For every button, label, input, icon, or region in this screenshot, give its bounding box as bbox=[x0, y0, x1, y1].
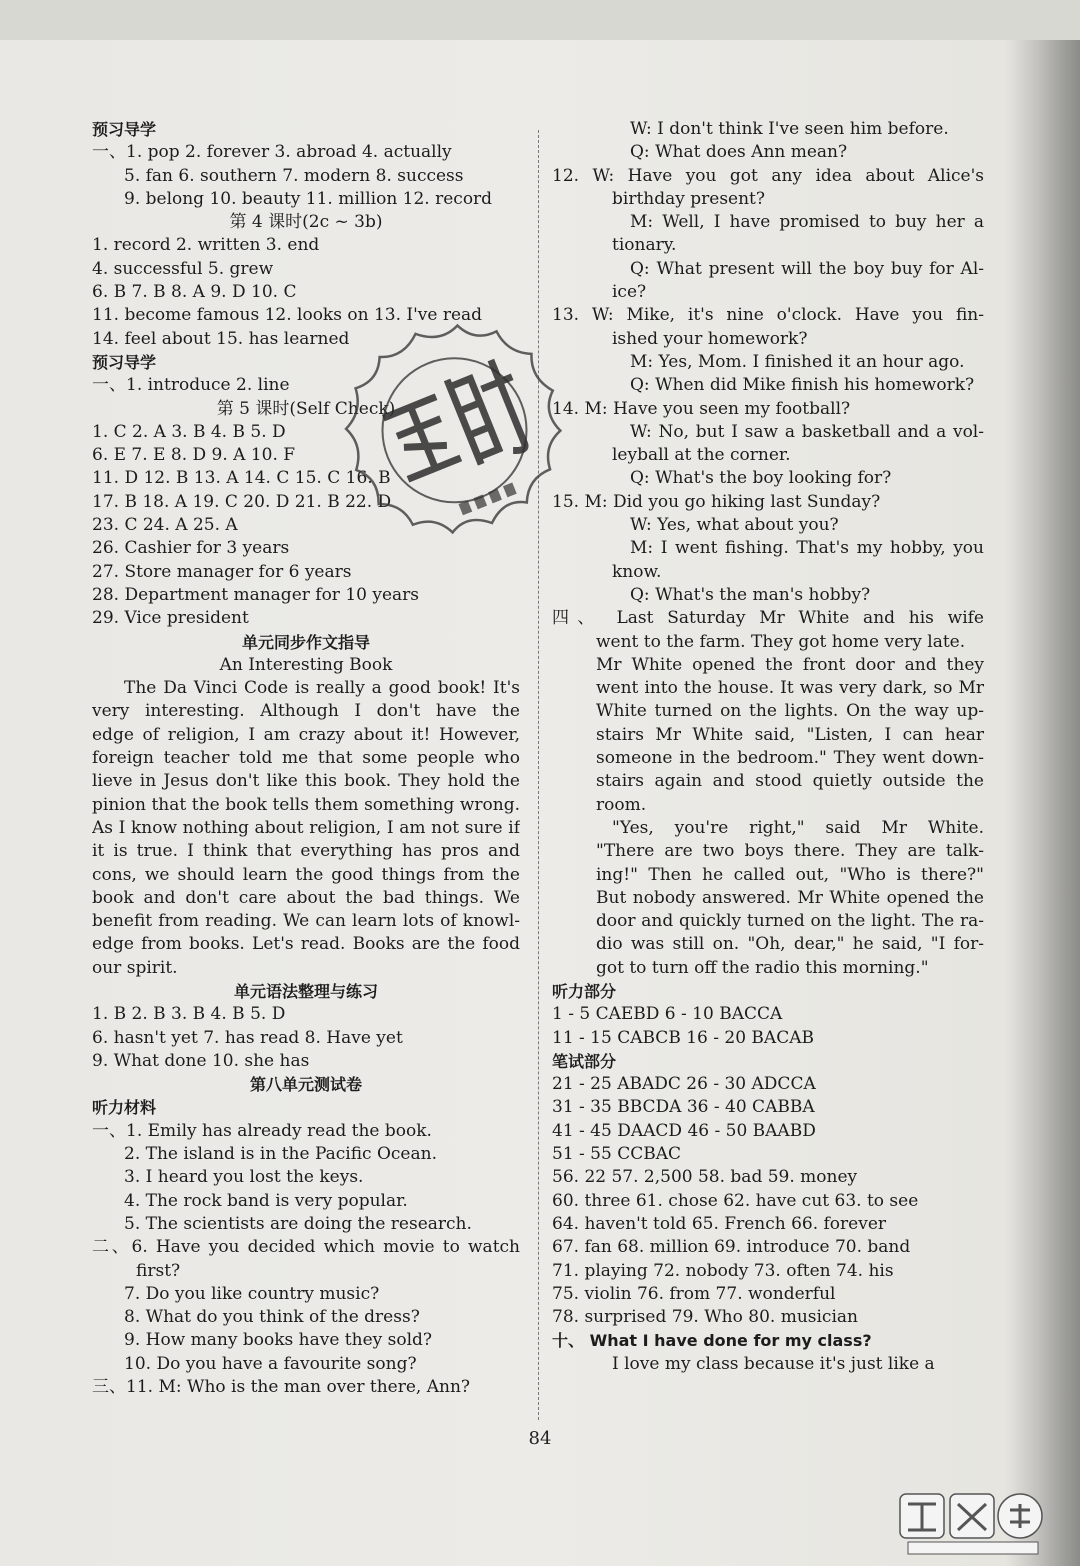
text-line: 6. hasn't yet 7. has read 8. Have yet bbox=[92, 1027, 403, 1048]
text-line: 26. Cashier for 3 years bbox=[92, 538, 290, 559]
text-line: cons, we should learn the good things from the bbox=[92, 864, 520, 885]
text-line: foreign teacher told me that some people who bbox=[92, 748, 520, 769]
text-line: 14. M: Have you seen my football? bbox=[552, 398, 851, 419]
text-line: it is true. I think that everything has pros and bbox=[92, 841, 520, 862]
text-line: 6. B 7. B 8. A 9. D 10. C bbox=[92, 282, 297, 303]
text-line: 12. W: Have you got any idea about Alice's bbox=[552, 165, 984, 186]
text-line: went into the house. It was very dark, so Mr bbox=[596, 678, 984, 699]
text-line: White turned on the lights. On the way up- bbox=[596, 701, 984, 722]
text-line: 27. Store manager for 6 years bbox=[92, 561, 352, 582]
text-line: 5. The scientists are doing the research. bbox=[124, 1213, 472, 1234]
text-line: edge of religion, I am crazy about it! However, bbox=[92, 724, 520, 745]
text-line: 第 4 课时(2c ~ 3b) bbox=[229, 212, 383, 233]
text-line: pinion that the book tells them something wrong. bbox=[92, 794, 520, 815]
text-line: "Yes, you're right," said Mr White. bbox=[612, 817, 984, 838]
text-line: stairs again and stood quietly outside the bbox=[596, 771, 984, 792]
text-line: Q: What's the boy looking for? bbox=[630, 468, 892, 489]
section-heading: 十、 What I have done for my class? bbox=[552, 1331, 872, 1351]
text-line: Mr White opened the front door and they bbox=[596, 654, 984, 675]
text-line: "There are two boys there. They are talk- bbox=[596, 841, 984, 862]
text-line: 1. C 2. A 3. B 4. B 5. D bbox=[92, 421, 286, 442]
text-line: stairs Mr White said, "Listen, I can hear bbox=[596, 724, 984, 745]
section-heading: 单元语法整理与练习 bbox=[233, 981, 378, 1001]
text-line: 29. Vice president bbox=[92, 608, 249, 629]
text-line: 一、1. Emily has already read the book. bbox=[92, 1120, 432, 1141]
text-line: 4. The rock band is very popular. bbox=[124, 1190, 408, 1211]
text-line: 31 - 35 BBCDA 36 - 40 CABBA bbox=[552, 1097, 815, 1118]
text-line: 四、 Last Saturday Mr White and his wife bbox=[552, 608, 984, 629]
text-line: birthday present? bbox=[612, 188, 765, 209]
text-line: But nobody answered. Mr White opened the bbox=[596, 887, 984, 908]
page-number: 84 bbox=[528, 1428, 552, 1449]
section-heading: 预习导学 bbox=[92, 120, 157, 139]
text-line: our spirit. bbox=[92, 957, 178, 978]
text-line: Q: What does Ann mean? bbox=[630, 142, 848, 163]
text-line: W: Yes, what about you? bbox=[630, 515, 839, 536]
text-line: 8. What do you think of the dress? bbox=[124, 1307, 420, 1328]
text-line: 28. Department manager for 10 years bbox=[92, 584, 420, 605]
text-line: M: Yes, Mom. I finished it an hour ago. bbox=[630, 351, 965, 372]
text-line: 56. 22 57. 2,500 58. bad 59. money bbox=[552, 1167, 858, 1188]
text-line: door and quickly turned on the light. The ra- bbox=[596, 911, 984, 932]
section-heading: 听力部分 bbox=[552, 981, 617, 1001]
text-line: went to the farm. They got home very late. bbox=[596, 631, 966, 652]
section-heading: 笔试部分 bbox=[552, 1051, 617, 1071]
text-line: 64. haven't told 65. French 66. forever bbox=[552, 1213, 887, 1234]
text-line: 17. B 18. A 19. C 20. D 21. B 22. D bbox=[92, 491, 392, 512]
text-line: leyball at the corner. bbox=[612, 445, 791, 466]
text-line: Q: What present will the boy buy for Al- bbox=[630, 258, 984, 279]
text-line: 一、1. pop 2. forever 3. abroad 4. actually bbox=[92, 142, 452, 163]
scan-top-margin bbox=[0, 0, 1080, 40]
text-line: 15. M: Did you go hiking last Sunday? bbox=[552, 491, 881, 512]
text-line: 2. The island is in the Pacific Ocean. bbox=[124, 1144, 437, 1165]
left-column bbox=[92, 118, 520, 1399]
text-line: 3. I heard you lost the keys. bbox=[124, 1167, 364, 1188]
text-line: I love my class because it's just like a bbox=[612, 1353, 935, 1374]
text-line: first? bbox=[136, 1260, 181, 1281]
text-line: 71. playing 72. nobody 73. often 74. his bbox=[552, 1260, 894, 1281]
text-line: W: No, but I saw a basketball and a vol- bbox=[630, 421, 984, 442]
text-line: ice? bbox=[612, 282, 647, 303]
text-line: 1. B 2. B 3. B 4. B 5. D bbox=[92, 1004, 286, 1025]
text-line: 9. How many books have they sold? bbox=[124, 1330, 433, 1351]
text-line: someone in the bedroom." They went down- bbox=[596, 748, 984, 769]
text-line: 11. D 12. B 13. A 14. C 15. C 16. B bbox=[92, 468, 391, 489]
text-line: 11 - 15 CABCB 16 - 20 BACAB bbox=[552, 1027, 814, 1048]
text-line: 5. fan 6. southern 7. modern 8. success bbox=[124, 165, 464, 186]
text-line: 7. Do you like country music? bbox=[124, 1283, 380, 1304]
text-line: W: I don't think I've seen him before. bbox=[630, 119, 949, 139]
text-line: 75. violin 76. from 77. wonderful bbox=[552, 1283, 836, 1304]
text-line: M: I went fishing. That's my hobby, you bbox=[630, 538, 984, 559]
text-line: 51 - 55 CCBAC bbox=[552, 1144, 682, 1165]
text-line: The Da Vinci Code is really a good book! It's bbox=[124, 678, 520, 699]
section-heading: 预习导学 bbox=[92, 352, 157, 372]
text-line: 二、6. Have you decided which movie to watch bbox=[92, 1237, 520, 1258]
text-line: got to turn off the radio this morning." bbox=[596, 957, 929, 978]
text-line: very interesting. Although I don't have the bbox=[92, 701, 520, 722]
text-line: 第 5 课时(Self Check) bbox=[216, 398, 396, 419]
text-line: M: Well, I have promised to buy her a bbox=[630, 212, 984, 233]
text-line: 23. C 24. A 25. A bbox=[92, 515, 238, 536]
text-line: edge from books. Let's read. Books are the food bbox=[92, 934, 520, 955]
section-heading: 听力材料 bbox=[92, 1098, 157, 1118]
text-line: 6. E 7. E 8. D 9. A 10. F bbox=[92, 445, 296, 466]
text-line: benefit from reading. We can learn lots of knowl- bbox=[92, 911, 520, 932]
text-line: lieve in Jesus don't like this book. They hold the bbox=[92, 771, 520, 792]
text-line: 1 - 5 CAEBD 6 - 10 BACCA bbox=[552, 1004, 783, 1025]
section-heading: 第八单元测试卷 bbox=[249, 1075, 362, 1095]
text-line: 13. W: Mike, it's nine o'clock. Have you fin- bbox=[552, 305, 984, 326]
right-column bbox=[552, 118, 984, 1376]
text-line: 三、11. M: Who is the man over there, Ann? bbox=[92, 1377, 471, 1398]
huzhu-stamp bbox=[340, 318, 572, 550]
text-line: 14. feel about 15. has learned bbox=[92, 328, 350, 349]
text-line: Q: What's the man's hobby? bbox=[630, 584, 871, 605]
text-line: 67. fan 68. million 69. introduce 70. band bbox=[552, 1237, 911, 1258]
text-line: Q: When did Mike finish his homework? bbox=[630, 375, 975, 396]
text-line: 10. Do you have a favourite song? bbox=[124, 1353, 417, 1374]
text-line: 1. record 2. written 3. end bbox=[92, 235, 320, 256]
text-line: 78. surprised 79. Who 80. musician bbox=[552, 1307, 858, 1328]
text-line: tionary. bbox=[612, 235, 677, 256]
text-line: book and don't care about the bad things. We bbox=[92, 887, 520, 908]
text-line: dio was still on. "Oh, dear," he said, "I for- bbox=[596, 934, 984, 955]
text-line: 4. successful 5. grew bbox=[92, 258, 274, 279]
text-line: room. bbox=[596, 794, 647, 815]
text-line: 9. What done 10. she has bbox=[92, 1050, 310, 1071]
text-line: 21 - 25 ABADC 26 - 30 ADCCA bbox=[552, 1074, 816, 1095]
page-spine-shadow bbox=[1010, 40, 1080, 1566]
text-line: know. bbox=[612, 561, 662, 582]
text-line: 9. belong 10. beauty 11. million 12. record bbox=[124, 188, 493, 209]
text-line: ished your homework? bbox=[612, 328, 808, 349]
text-line: ing!" Then he called out, "Who is there?" bbox=[596, 864, 984, 885]
text-line: As I know nothing about religion, I am not sure if bbox=[92, 817, 520, 838]
text-line: 一、1. introduce 2. line bbox=[92, 375, 290, 396]
text-line: An Interesting Book bbox=[219, 654, 393, 675]
text-line: 11. become famous 12. looks on 13. I've read bbox=[92, 305, 483, 326]
text-line: 41 - 45 DAACD 46 - 50 BAABD bbox=[552, 1120, 816, 1141]
text-line: 60. three 61. chose 62. have cut 63. to see bbox=[552, 1190, 919, 1211]
section-heading: 单元同步作文指导 bbox=[241, 632, 370, 652]
mxqe-watermark-logo bbox=[870, 1480, 1070, 1560]
